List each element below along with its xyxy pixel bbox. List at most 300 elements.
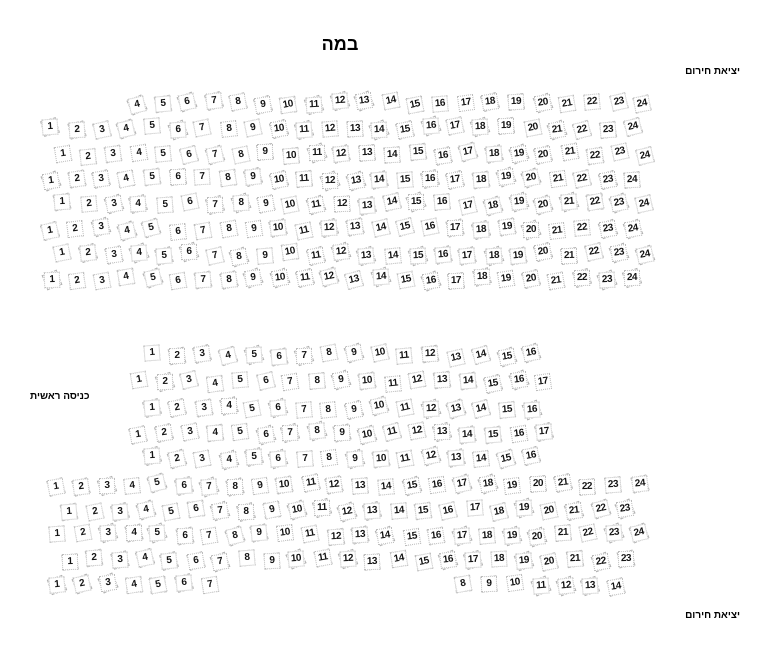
seat-front-outline <box>314 500 330 516</box>
seat-number: 5 <box>149 120 155 132</box>
seat-front-outline <box>112 552 129 569</box>
seat-number: 4 <box>122 172 130 185</box>
seat[interactable] <box>198 525 222 549</box>
seat-number: 12 <box>324 174 336 187</box>
seat[interactable] <box>146 522 170 546</box>
seat-number: 13 <box>436 425 448 438</box>
seat-number: 9 <box>486 577 492 589</box>
seat-number: 15 <box>409 97 422 111</box>
seat-number: 5 <box>160 97 167 110</box>
seat-number: 8 <box>237 196 244 208</box>
seat[interactable] <box>615 548 639 572</box>
seat-front-outline <box>62 554 78 570</box>
seat[interactable] <box>477 473 501 497</box>
seat[interactable] <box>209 551 233 575</box>
seat-number: 12 <box>334 245 347 258</box>
seat[interactable] <box>349 475 373 499</box>
seat-number: 12 <box>425 403 437 415</box>
seat[interactable] <box>602 474 626 498</box>
seat-number: 5 <box>236 426 244 438</box>
seat[interactable] <box>173 475 197 499</box>
seat[interactable] <box>97 572 121 596</box>
seat[interactable] <box>374 525 398 549</box>
seat-front-outline <box>125 525 141 541</box>
seat-number: 16 <box>437 148 449 162</box>
seat-number: 5 <box>167 505 175 518</box>
seat-number: 5 <box>237 373 244 385</box>
seat[interactable] <box>123 522 147 546</box>
seat-front-outline <box>48 576 65 593</box>
seat[interactable] <box>236 547 260 571</box>
seat-number: 2 <box>78 527 86 539</box>
seat-number: 13 <box>366 556 378 568</box>
seat-front-outline <box>454 575 473 594</box>
seat[interactable] <box>198 476 222 500</box>
seat-number: 18 <box>481 529 493 542</box>
seat[interactable] <box>134 547 158 571</box>
seat-number: 18 <box>475 223 487 235</box>
seat[interactable] <box>224 476 248 500</box>
seat-number: 8 <box>243 551 250 563</box>
seat-number: 6 <box>180 479 187 492</box>
seat-number: 15 <box>399 123 412 137</box>
seat-number: 12 <box>559 579 572 592</box>
seat[interactable] <box>72 522 96 546</box>
seat-front-outline <box>427 527 445 545</box>
seat[interactable] <box>173 572 197 596</box>
seat-number: 12 <box>425 448 438 462</box>
seat-number: 8 <box>224 171 232 183</box>
seat-number: 16 <box>434 97 446 110</box>
seat[interactable] <box>300 472 324 496</box>
seat-number: 22 <box>588 194 601 208</box>
seat[interactable] <box>123 574 147 598</box>
seat[interactable] <box>337 548 361 572</box>
seat-number: 3 <box>109 147 116 160</box>
seat[interactable] <box>413 551 437 575</box>
seat-front-outline <box>251 477 269 495</box>
seat[interactable] <box>426 474 450 498</box>
seat[interactable] <box>96 475 120 499</box>
seat[interactable] <box>84 501 108 525</box>
seat-front-outline <box>631 475 649 493</box>
seat-number: 8 <box>231 480 238 492</box>
seat-number: 15 <box>500 350 513 364</box>
seat-number: 24 <box>638 149 651 163</box>
seat-number: 16 <box>431 478 443 491</box>
seat-front-outline <box>85 502 104 521</box>
seat-number: 16 <box>437 248 449 260</box>
seat-front-outline <box>478 527 495 544</box>
seat-number: 17 <box>467 554 479 566</box>
seat[interactable] <box>388 500 412 524</box>
seat[interactable] <box>146 472 170 496</box>
seat-front-outline <box>466 499 483 516</box>
seat[interactable] <box>174 525 198 549</box>
seat[interactable] <box>273 474 297 498</box>
seat[interactable] <box>109 549 133 573</box>
seat-number: 1 <box>58 246 66 259</box>
seat-number: 10 <box>283 244 296 258</box>
seat-number: 18 <box>484 94 496 108</box>
seat[interactable] <box>261 550 285 574</box>
seat-number: 8 <box>225 273 233 286</box>
seat-front-outline <box>136 501 155 520</box>
seat[interactable] <box>590 498 614 522</box>
seat-number: 24 <box>626 173 638 185</box>
seat[interactable] <box>224 525 248 549</box>
seat-number: 5 <box>248 402 256 415</box>
seat[interactable] <box>513 497 537 521</box>
seat[interactable] <box>538 500 562 524</box>
seat[interactable] <box>464 497 488 521</box>
seat-number: 22 <box>594 501 607 515</box>
seat-number: 6 <box>183 96 191 108</box>
seat[interactable] <box>121 475 145 499</box>
seat[interactable] <box>158 550 182 574</box>
seat-number: 16 <box>424 172 436 185</box>
seat-number: 10 <box>284 197 297 211</box>
seat-number: 4 <box>141 551 149 564</box>
seat-front-outline <box>47 478 65 496</box>
seat-number: 14 <box>609 580 622 593</box>
seat-number: 20 <box>533 478 544 490</box>
seat[interactable] <box>274 522 298 546</box>
seat[interactable] <box>437 549 461 573</box>
seat[interactable] <box>555 575 579 599</box>
seat[interactable] <box>478 573 502 597</box>
seat-front-outline <box>328 529 345 546</box>
seat[interactable] <box>349 524 373 548</box>
seat-number: 14 <box>375 270 387 283</box>
seat[interactable] <box>577 522 601 546</box>
seat[interactable] <box>70 476 94 500</box>
seat[interactable] <box>628 522 652 546</box>
seat-number: 11 <box>317 502 328 514</box>
seat-front-outline <box>238 504 254 520</box>
seat[interactable] <box>199 574 223 598</box>
seat-number: 2 <box>78 480 85 493</box>
seat[interactable] <box>401 475 425 499</box>
seat-front-outline <box>607 578 625 596</box>
seat[interactable] <box>530 575 554 599</box>
seat[interactable] <box>97 522 121 546</box>
seat-number: 8 <box>313 425 320 437</box>
seat-number: 19 <box>518 554 530 567</box>
seat[interactable] <box>249 475 273 499</box>
seat[interactable] <box>185 550 209 574</box>
seat-number: 22 <box>587 245 600 258</box>
seat[interactable] <box>323 474 347 498</box>
seat-front-outline <box>162 503 181 522</box>
seat[interactable] <box>388 548 412 572</box>
seat[interactable] <box>437 500 461 524</box>
seat-front-outline <box>490 502 509 521</box>
seat-front-outline <box>629 524 648 543</box>
seat[interactable] <box>248 522 272 546</box>
seat-number: 22 <box>577 271 588 284</box>
seat[interactable] <box>375 476 399 500</box>
seat-number: 5 <box>153 476 161 489</box>
seat-number: 17 <box>538 425 550 438</box>
seat[interactable] <box>614 498 638 522</box>
seat-front-outline <box>201 478 218 495</box>
seat-front-outline <box>439 502 458 521</box>
seat-number: 6 <box>263 428 270 441</box>
seat[interactable] <box>299 523 323 547</box>
seat[interactable] <box>451 525 475 549</box>
seat[interactable] <box>488 501 512 525</box>
seat[interactable] <box>501 525 525 549</box>
seat-number: 15 <box>417 554 430 568</box>
seat-number: 1 <box>149 347 156 359</box>
seat-number: 9 <box>268 554 275 566</box>
seat-number: 11 <box>399 350 410 362</box>
seat[interactable] <box>563 500 587 524</box>
seat[interactable] <box>71 573 95 597</box>
seat-number: 16 <box>441 504 454 517</box>
seat-number: 19 <box>500 170 512 183</box>
seat[interactable] <box>425 525 449 549</box>
seat-front-outline <box>186 552 204 570</box>
seat[interactable] <box>564 548 588 572</box>
emergency-exit-label-top: יציאת חירום <box>685 66 740 77</box>
seat[interactable] <box>476 525 500 549</box>
seat-number: 20 <box>525 272 537 285</box>
seat-number: 14 <box>373 173 385 185</box>
seat-number: 9 <box>350 346 358 359</box>
seat-number: 24 <box>638 197 651 211</box>
seat-number: 20 <box>536 96 549 109</box>
seat-number: 5 <box>160 249 167 261</box>
seat-front-outline <box>515 500 532 517</box>
seat[interactable] <box>513 550 537 574</box>
seat-front-outline <box>238 549 255 566</box>
seat[interactable] <box>451 473 475 497</box>
seat[interactable] <box>401 526 425 550</box>
seat-number: 11 <box>317 551 329 565</box>
seat-front-outline <box>364 554 380 570</box>
seat-number: 16 <box>524 346 537 360</box>
seat[interactable] <box>185 498 209 522</box>
seat-number: 12 <box>322 270 335 284</box>
seat-number: 1 <box>66 506 73 518</box>
seat-number: 3 <box>198 452 206 465</box>
seat-number: 3 <box>186 425 194 438</box>
seat-number: 15 <box>399 219 412 233</box>
seat-number: 11 <box>535 579 546 592</box>
seat-number: 1 <box>52 480 60 493</box>
seat-number: 12 <box>324 122 336 135</box>
seat-front-outline <box>300 525 319 544</box>
seat[interactable] <box>501 475 525 499</box>
seat-front-outline <box>48 525 65 542</box>
seat-number: 3 <box>104 479 110 491</box>
seat[interactable] <box>312 547 336 571</box>
seat-number: 5 <box>251 450 257 462</box>
seat-front-outline <box>364 503 381 520</box>
seat-number: 23 <box>602 124 614 136</box>
seat-number: 20 <box>526 121 539 135</box>
seat[interactable] <box>552 522 576 546</box>
seat-number: 6 <box>185 148 193 161</box>
seat-number: 12 <box>411 372 424 386</box>
seat-number: 24 <box>626 119 639 133</box>
seat-number: 19 <box>505 479 518 493</box>
seat-number: 8 <box>325 403 332 416</box>
seat-front-outline <box>200 575 219 594</box>
seat-number: 4 <box>225 453 232 465</box>
seat[interactable] <box>538 551 562 575</box>
seat-number: 23 <box>608 526 620 539</box>
seat-number: 10 <box>273 122 285 135</box>
seat-number: 1 <box>54 578 61 591</box>
seat[interactable] <box>361 500 385 524</box>
seat-number: 24 <box>632 526 645 540</box>
seat-number: 23 <box>618 502 631 515</box>
seat[interactable] <box>527 473 551 497</box>
seat-number: 7 <box>300 403 307 416</box>
seat[interactable] <box>59 551 83 575</box>
seat-number: 3 <box>105 527 111 539</box>
seat-number: 19 <box>500 272 513 285</box>
seat-number: 9 <box>337 373 344 386</box>
seat[interactable] <box>605 576 629 600</box>
seat[interactable] <box>452 573 476 597</box>
seat-front-outline <box>176 528 193 545</box>
seat[interactable] <box>83 547 107 571</box>
seat-number: 11 <box>385 424 398 438</box>
seat[interactable] <box>488 548 512 572</box>
seat-number: 17 <box>469 501 481 513</box>
seat-number: 7 <box>205 530 213 542</box>
seat-number: 7 <box>206 578 213 590</box>
seat-number: 7 <box>300 350 307 362</box>
seat-front-outline <box>99 574 117 592</box>
seat-front-outline <box>314 549 332 567</box>
seat[interactable] <box>135 499 159 523</box>
seat-number: 2 <box>174 350 180 362</box>
seat-front-outline <box>481 576 497 592</box>
seat-number: 14 <box>374 123 385 135</box>
seat-number: 10 <box>273 271 286 284</box>
seat[interactable] <box>209 500 233 524</box>
seat-number: 10 <box>279 526 291 539</box>
seat-number: 8 <box>313 375 320 387</box>
seat-number: 5 <box>160 147 167 160</box>
seat-number: 21 <box>560 96 573 110</box>
page-title: במה <box>321 34 359 54</box>
seat-number: 5 <box>251 348 257 360</box>
seat-number: 2 <box>173 452 181 465</box>
seat-number: 10 <box>281 98 294 112</box>
seat-number: 18 <box>487 198 500 212</box>
seat-number: 3 <box>97 172 105 185</box>
seat[interactable] <box>46 523 70 547</box>
seat-number: 24 <box>636 97 649 110</box>
seat-number: 10 <box>374 346 387 360</box>
seat-number: 6 <box>181 530 188 542</box>
seat[interactable] <box>286 499 310 523</box>
seat-number: 21 <box>564 145 576 158</box>
seat-front-outline <box>288 501 307 520</box>
seat-number: 5 <box>154 578 162 591</box>
seat[interactable] <box>526 526 550 550</box>
seat-number: 9 <box>350 404 358 416</box>
seat[interactable] <box>285 548 309 572</box>
seat-number: 12 <box>324 221 335 234</box>
seat-number: 17 <box>456 529 468 542</box>
seat-front-outline <box>352 527 369 544</box>
seat-number: 4 <box>211 377 219 390</box>
seat-number: 3 <box>117 505 123 517</box>
seat-number: 11 <box>299 271 311 284</box>
seat-number: 4 <box>135 247 142 259</box>
seat-front-outline <box>428 476 446 494</box>
seat[interactable] <box>590 551 614 575</box>
seat[interactable] <box>579 575 603 599</box>
seat[interactable] <box>46 574 70 598</box>
seat-number: 9 <box>255 526 262 538</box>
seat-number: 10 <box>508 575 521 589</box>
seat-number: 4 <box>135 198 142 210</box>
seat-number: 21 <box>550 274 562 287</box>
seat-number: 22 <box>576 221 588 234</box>
seat-front-outline <box>530 476 546 492</box>
seat-number: 17 <box>461 249 473 262</box>
seat[interactable] <box>147 574 171 598</box>
seat-front-outline <box>149 525 166 542</box>
seat[interactable] <box>462 549 486 573</box>
seat-number: 3 <box>104 576 111 589</box>
seat-number: 21 <box>557 526 569 539</box>
seat-front-outline <box>99 478 115 494</box>
seat[interactable] <box>504 572 528 596</box>
seat-number: 2 <box>90 551 97 563</box>
seat-number: 7 <box>217 505 224 517</box>
seat-number: 2 <box>72 222 79 234</box>
seat[interactable] <box>361 551 385 575</box>
seat[interactable] <box>629 473 653 497</box>
seat[interactable] <box>603 522 627 546</box>
seat-number: 14 <box>462 374 473 387</box>
seat-number: 13 <box>366 505 378 517</box>
seat[interactable] <box>412 500 436 524</box>
seat[interactable] <box>311 497 335 521</box>
seat-front-outline <box>532 577 549 594</box>
seat-number: 6 <box>186 195 194 208</box>
seat[interactable] <box>552 472 576 496</box>
seat[interactable] <box>261 499 285 523</box>
seat-number: 11 <box>399 452 411 466</box>
seat-number: 19 <box>506 529 518 542</box>
seat-front-outline <box>557 577 575 595</box>
seat-front-outline <box>175 478 192 495</box>
seat-number: 6 <box>174 274 182 287</box>
seat-number: 9 <box>262 146 268 158</box>
seat-front-outline <box>565 502 583 520</box>
seat-number: 9 <box>262 249 269 261</box>
seat-number: 10 <box>360 427 373 441</box>
seat[interactable] <box>45 476 69 500</box>
seat[interactable] <box>336 501 360 525</box>
seat-front-outline <box>301 474 319 492</box>
seat-number: 17 <box>448 118 461 132</box>
seat-front-outline <box>377 478 395 496</box>
seat[interactable] <box>576 476 600 500</box>
seat-number: 22 <box>589 149 601 162</box>
seat-front-outline <box>604 477 621 494</box>
